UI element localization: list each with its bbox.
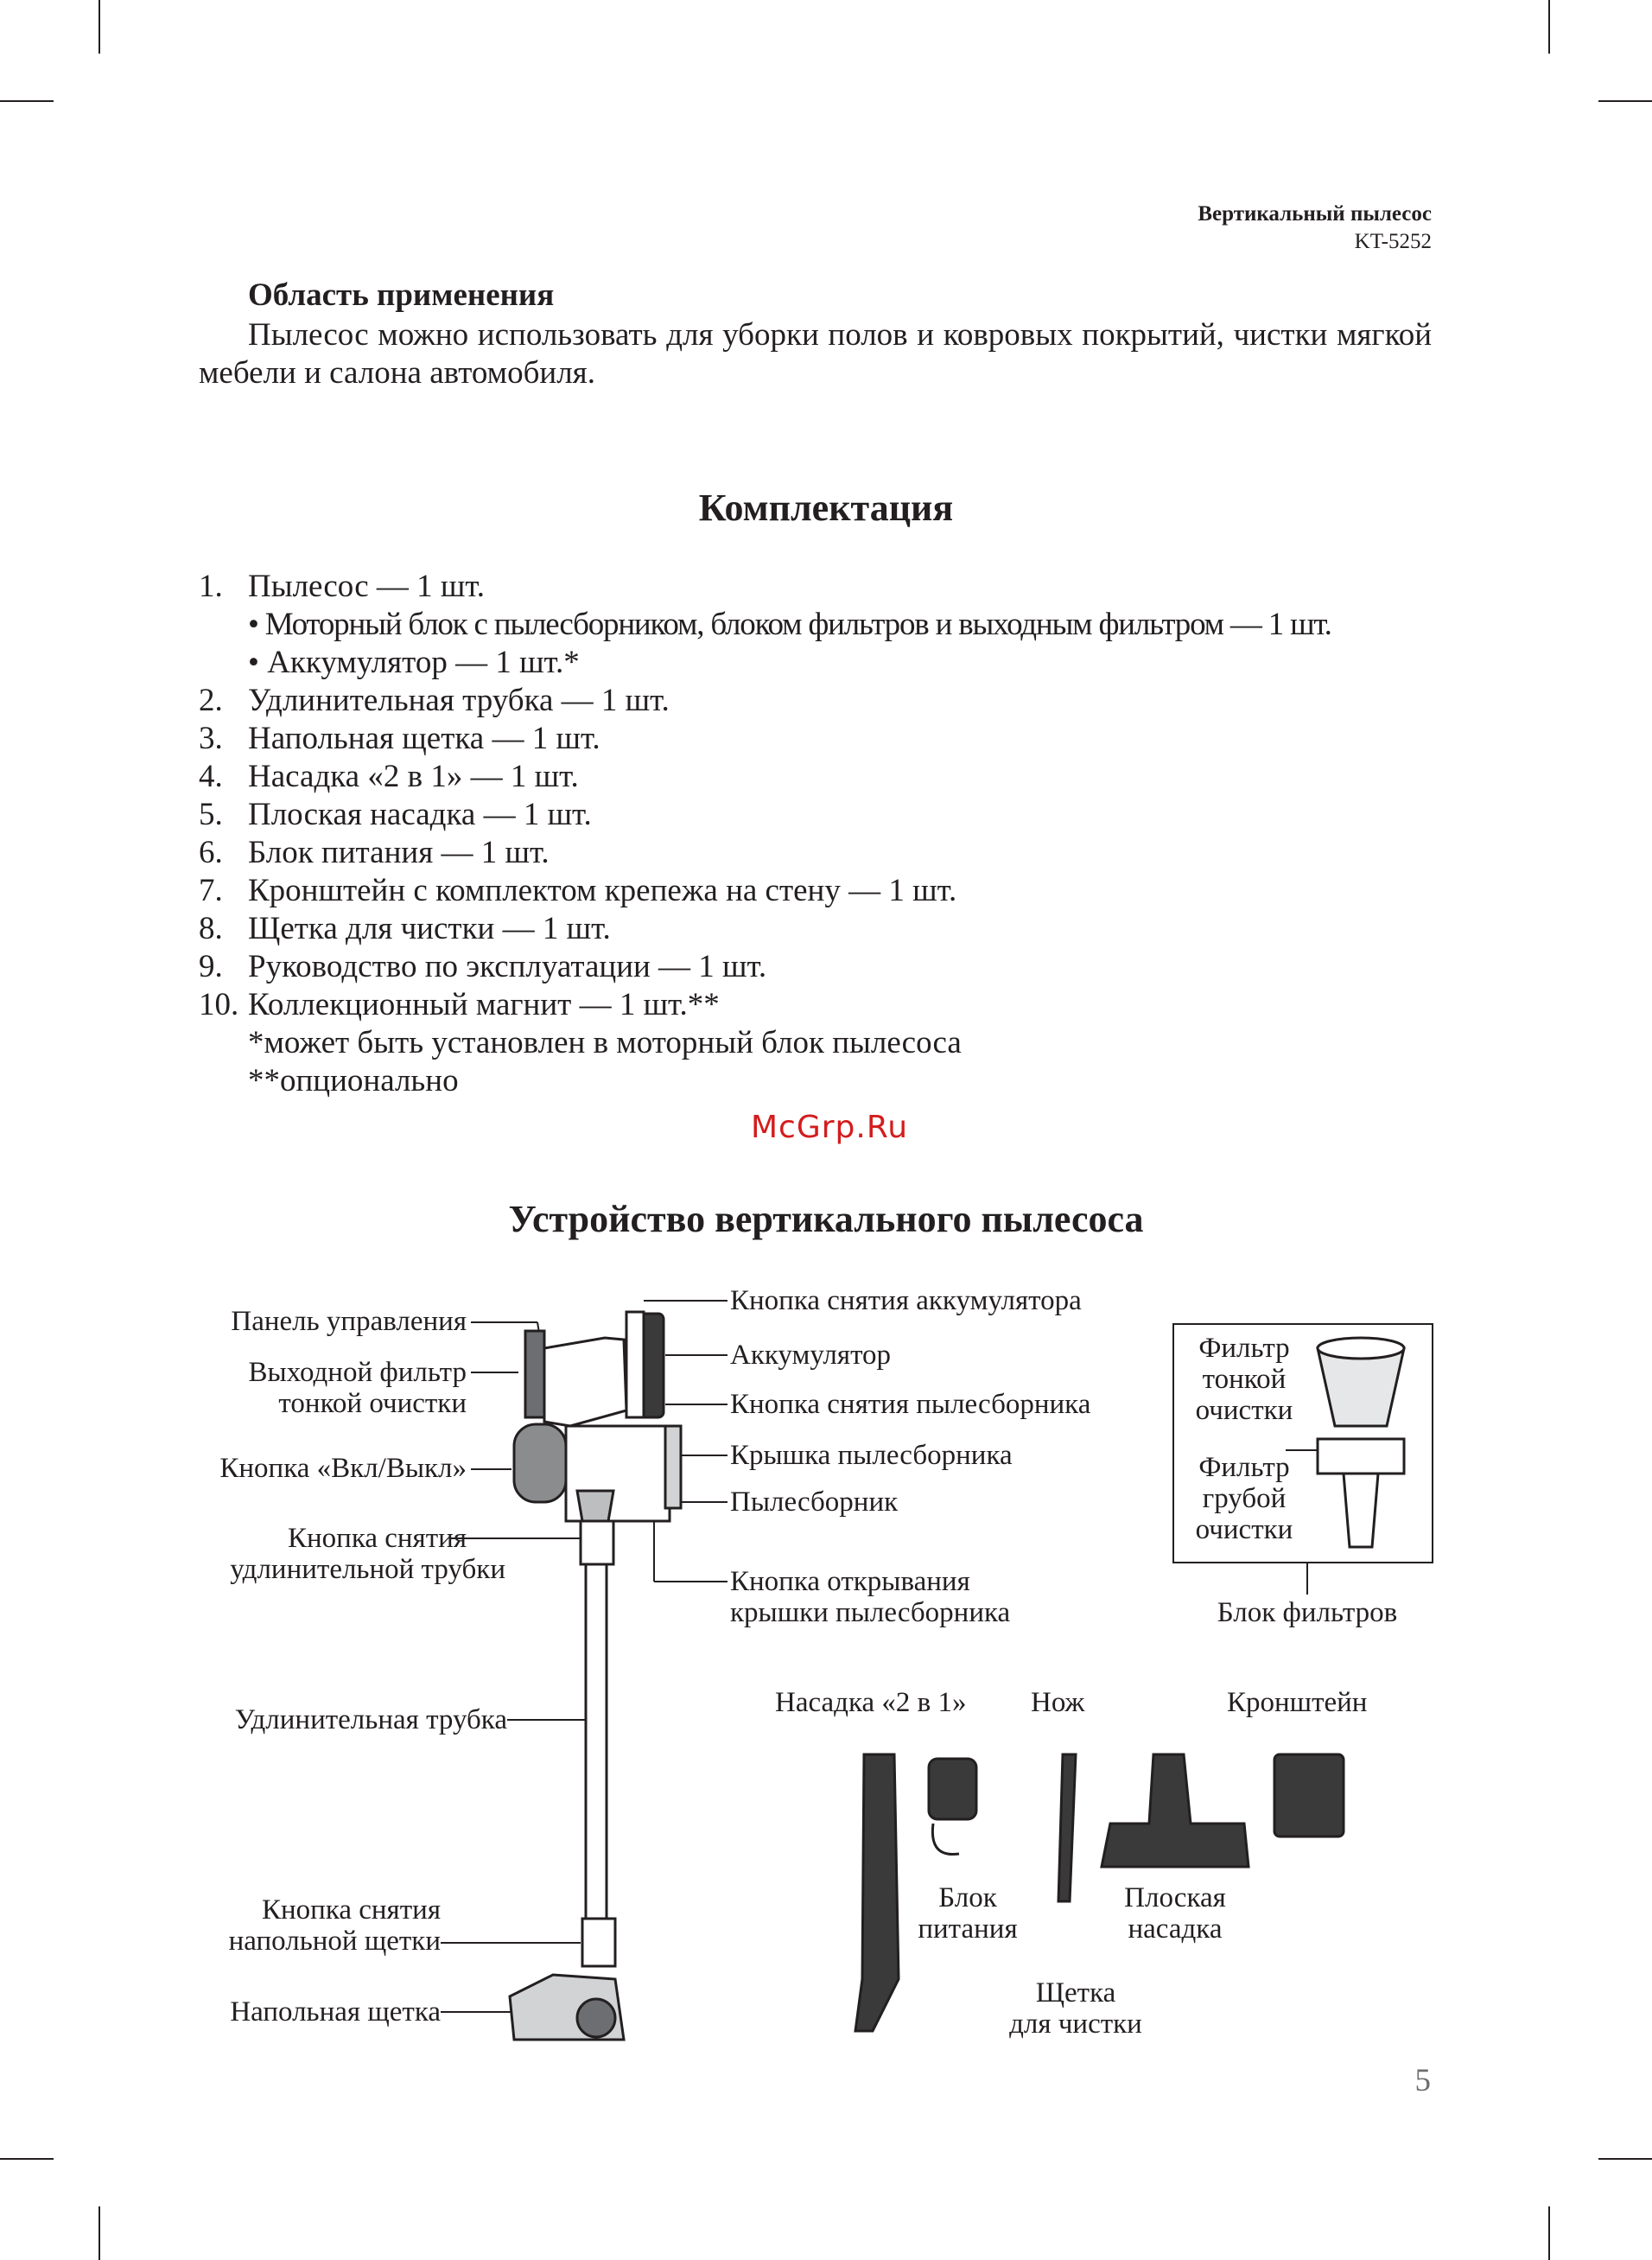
- header-model: KT-5252: [1354, 230, 1432, 253]
- footnote: **опционально: [248, 1063, 459, 1098]
- label-fine-filter: очистки: [1195, 1395, 1293, 1426]
- fine-filter-rim-drawing: [1318, 1338, 1404, 1359]
- list-subitem: • Аккумулятор — 1 шт.*: [248, 645, 580, 680]
- list-text: Щетка для чистки — 1 шт.: [248, 911, 611, 946]
- label-battery: Аккумулятор: [730, 1340, 892, 1371]
- label-power-supply: Блок: [938, 1882, 997, 1913]
- motor-drawing: [514, 1424, 566, 1502]
- label-coarse-filter: грубой: [1202, 1483, 1287, 1514]
- label-filter-unit: Блок фильтров: [1217, 1597, 1398, 1628]
- handle-drawing: [544, 1338, 626, 1426]
- list-text: Руководство по эксплуатации — 1 шт.: [248, 949, 767, 984]
- contents-title: Комплектация: [698, 487, 954, 529]
- watermark: McGrp.Ru: [750, 1110, 909, 1145]
- label-tube-release: удлинительной трубки: [230, 1554, 505, 1585]
- list-number: 2.: [199, 683, 223, 718]
- label-cleaning-brush: для чистки: [1009, 2009, 1142, 2040]
- battery-mount-drawing: [626, 1312, 644, 1417]
- label-power-supply: питания: [918, 1913, 1018, 1945]
- nozzle-2in1-drawing: [855, 1754, 899, 2031]
- label-coarse-filter: очистки: [1195, 1514, 1293, 1545]
- list-number: 10.: [199, 987, 239, 1022]
- label-bracket: Кронштейн: [1227, 1687, 1368, 1718]
- list-text: Плоская насадка — 1 шт.: [248, 797, 592, 832]
- list-number: 6.: [199, 835, 223, 870]
- list-text: Коллекционный магнит — 1 шт.**: [248, 987, 720, 1022]
- list-text: Блок питания — 1 шт.: [248, 835, 550, 870]
- label-cleaning-brush: Щетка: [1035, 1977, 1116, 2009]
- brush-release-drawing: [582, 1919, 615, 1966]
- list-number: 4.: [199, 759, 223, 794]
- label-brush-release: напольной щетки: [228, 1926, 441, 1957]
- application-heading: Область применения: [248, 277, 555, 313]
- list-number: 7.: [199, 873, 223, 908]
- cleaning-brush-drawing: [1058, 1754, 1076, 1901]
- tube-release-drawing: [581, 1521, 613, 1564]
- list-text: Кронштейн с комплектом крепежа на стену — 1 шт.: [248, 873, 957, 908]
- list-number: 9.: [199, 949, 223, 984]
- tube-connector-drawing: [577, 1491, 613, 1521]
- list-subitem: • Моторный блок с пылесборником, блоком фильтров и выходным фильтром — 1 шт.: [248, 607, 1331, 642]
- label-cover-open: крышки пылесборника: [730, 1597, 1011, 1628]
- power-cord-drawing: [932, 1824, 959, 1855]
- extension-tube-drawing: [586, 1564, 607, 1919]
- list-text: Напольная щетка — 1 шт.: [248, 721, 600, 756]
- label-fine-filter: тонкой: [1202, 1364, 1287, 1395]
- flat-nozzle-drawing: [1102, 1754, 1249, 1867]
- control-panel-drawing: [525, 1331, 544, 1417]
- label-floor-brush: Напольная щетка: [230, 1996, 441, 2028]
- label-fine-filter: Фильтр: [1198, 1333, 1290, 1364]
- label-nozzle-2in1: Насадка «2 в 1»: [775, 1687, 967, 1718]
- page-number: 5: [1414, 2063, 1431, 2098]
- label-bin-release: Кнопка снятия пылесборника: [730, 1389, 1091, 1420]
- label-flat-nozzle: насадка: [1128, 1913, 1223, 1945]
- label-exhaust-filter: тонкой очистки: [278, 1388, 467, 1419]
- label-bin-cover: Крышка пылесборника: [730, 1440, 1013, 1471]
- label-control-panel: Панель управления: [231, 1306, 467, 1337]
- label-power-button: Кнопка «Вкл/Выкл»: [219, 1453, 467, 1484]
- list-number: 3.: [199, 721, 223, 756]
- list-number: 5.: [199, 797, 223, 832]
- list-text: Насадка «2 в 1» — 1 шт.: [248, 759, 579, 794]
- brush-wheel-drawing: [577, 1999, 615, 2037]
- vacuum-body: [510, 1312, 681, 2040]
- label-flat-nozzle: Плоская: [1124, 1882, 1226, 1913]
- device-title: Устройство вертикального пылесоса: [508, 1198, 1144, 1240]
- label-coarse-filter: Фильтр: [1198, 1452, 1290, 1483]
- bin-cover-drawing: [665, 1426, 681, 1508]
- label-knife: Нож: [1031, 1687, 1085, 1718]
- list-text: Удлинительная трубка — 1 шт.: [248, 683, 670, 718]
- power-supply-drawing: [929, 1759, 976, 1819]
- list-text: Пылесос — 1 шт.: [248, 569, 486, 604]
- label-extension-tube: Удлинительная трубка: [234, 1704, 507, 1735]
- coarse-filter-drawing: [1318, 1439, 1404, 1474]
- label-tube-release: Кнопка снятия: [287, 1523, 467, 1554]
- application-text: Пылесос можно использовать для уборки полов и ковровых покрытий, чистки мягкой мебели и салона автомобиля.: [199, 317, 1432, 391]
- coarse-filter-cone-drawing: [1344, 1474, 1378, 1547]
- label-brush-release: Кнопка снятия: [261, 1894, 441, 1926]
- footnote: *может быть установлен в моторный блок пылесоса: [248, 1025, 962, 1060]
- label-dust-bin: Пылесборник: [730, 1487, 899, 1518]
- label-exhaust-filter: Выходной фильтр: [248, 1357, 467, 1388]
- list-number: 1.: [199, 569, 223, 604]
- bracket-drawing: [1274, 1754, 1344, 1837]
- label-cover-open: Кнопка открывания: [730, 1566, 970, 1597]
- list-number: 8.: [199, 911, 223, 946]
- label-battery-release: Кнопка снятия аккумулятора: [730, 1285, 1082, 1316]
- header-title: Вертикальный пылесос: [1198, 202, 1432, 226]
